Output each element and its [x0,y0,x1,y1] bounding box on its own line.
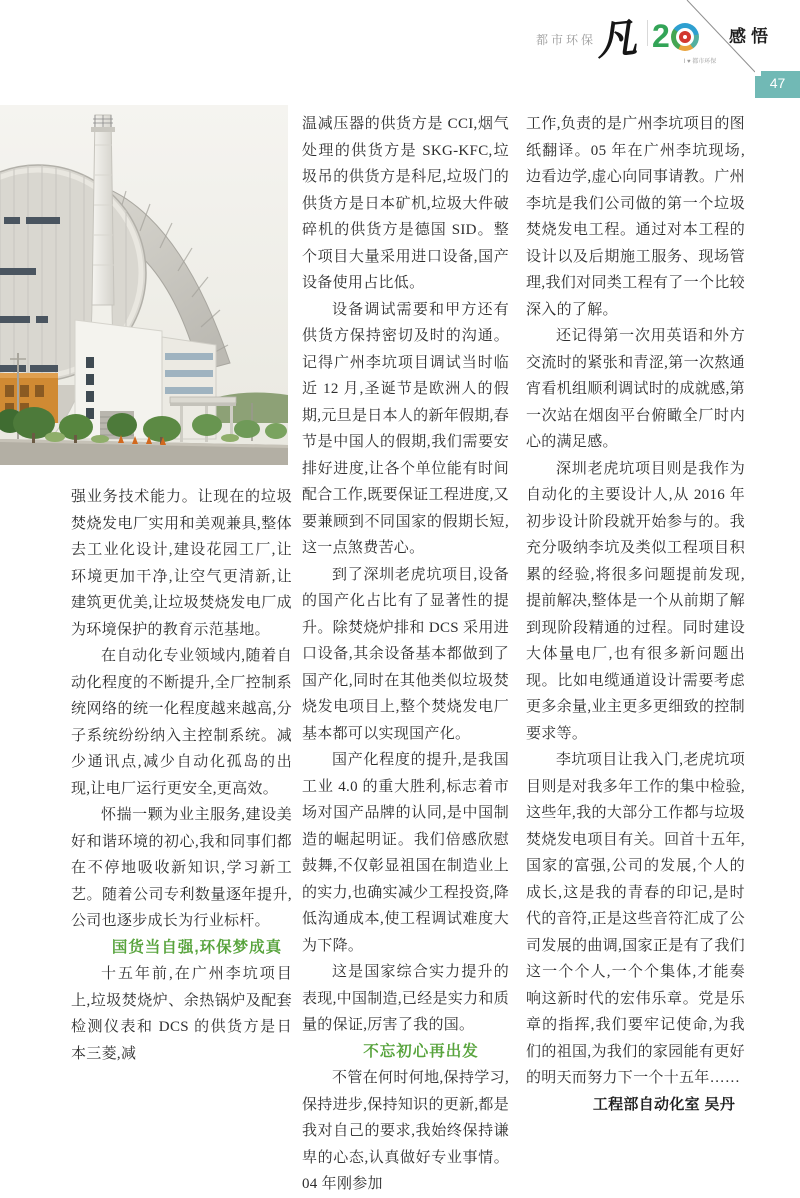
paragraph: 深圳老虎坑项目则是我作为自动化的主要设计人,从 2016 年初步设计阶段就开始参与的。我充分吸纳李坑及类似工程项目积累的经验,将很多问题提前发现,提前解决,整体是一个从前期了解到现阶段精通的过程。同时建设大体量电厂,也有很多新问题出现。比如电缆通道设计需要考虑更多余量,业主更多更细致的控制要求等。 [526,460,745,742]
paragraph: 工作,负责的是广州李坑项目的图纸翻译。05 年在广州李坑现场,边看边学,虚心向同事请教。广州李坑是我们公司做的第一个垃圾焚烧发电工程。通过对本工程的设计以及后期施工服务、现场管理,我们对同类工程有了一个比较深入的了解。 [526,116,745,318]
paragraph: 在自动化专业领域内,随着自动化程度的不断提升,全厂控制系统网络的统一化程度越来越高,分子系统纷纷纳入主控制系统。减少通讯点,减少自动化孤岛的出现,让电厂运行更安全,更高效。 [71,648,292,797]
article-column-2 [302,111,509,1198]
magazine-brand: 都市环保 [536,33,597,47]
paragraph: 国产化程度的提升,是我国工业 4.0 的重大胜利,标志着市场对国产品牌的认同,是中国制造的崛起明证。我们倍感欣慰鼓舞,不仅彰显祖国在制造业上的实力,也确实减少工程投资,降低沟通成本,使工程调试难度大为下降。 [302,752,510,954]
paragraph: 温减压器的供货方是 CCI,烟气处理的供货方是 SKG-KFC,垃圾吊的供货方是科尼,垃圾门的供货方是日本矿机,垃圾大件破碎机的供货方是德国 SID。整个项目大量采用进口设备,国产设备使用占比低。 [302,116,509,291]
paragraph: 到了深圳老虎坑项目,设备的国产化占比有了显著性的提升。除焚烧炉排和 DCS 采用进口设备,其余设备基本都做到了国产化,同时在其他类似垃圾焚烧发电项目上,整个焚烧发电厂基本都可以实现国产化。 [302,566,509,742]
paragraph: 强业务技术能力。让现在的垃圾焚烧发电厂实用和美观兼具,整体去工业化设计,建设花园工厂,让环境更加干净,让空气更清新,让建筑更优美,让垃圾焚烧发电厂成为环境保护的教育示范基地。 [71,489,292,638]
paragraph: 不管在何时何地,保持学习,保持进步,保持知识的更新,都是我对自己的要求,我始终保持谦卑的心态,认真做好专业事情。04 年刚参加 [302,1070,510,1192]
paragraph: 怀揣一颗为业主服务,建设美好和谐环境的初心,我和同事们都在不停地吸收新知识,学习新工艺。随着公司专利数量逐年提升,公司也逐步成长为行业标杆。 [71,807,292,929]
paragraph: 李坑项目让我入门,老虎坑项目则是对我多年工作的集中检验,这些年,我的大部分工作都与垃圾焚烧发电项目有关。回首十五年,国家的富强,公司的发展,个人的成长,这是我的青春的印记,是时代的音符,正是这些音符汇成了公司发展的曲调,国家正是有了我们这一个个人,一个个集体,才能奏响这新时代的宏伟乐章。党是乐章的指挥,我们要牢记使命,为我们的祖国,为我们的家园能有更好的明天而努力下一个十五年…… [526,752,745,1086]
anniversary-tagline: I ♥ 都市环保 [683,59,717,65]
waste-incineration-plant-photo [0,105,288,465]
header-diagonal-line [680,0,760,76]
page-number: 47 [769,75,786,91]
paragraph: 十五年前,在广州李坑项目上,垃圾焚烧炉、余热锅炉及配套检测仪表和 DCS 的供货方是日本三菱,减 [71,966,292,1062]
article-column-1 [71,484,292,1067]
page-number-tab [755,71,800,98]
anniversary-20-logo: 2 [652,18,670,54]
paragraph: 还记得第一次用英语和外方交流时的紧张和青涩,第一次熬通宵看机组顺利调试时的成就感,第一次站在烟囱平台俯瞰全厂时内心的满足感。 [526,328,745,450]
article-column-3 [526,111,745,1118]
author-signature: 工程部自动化室 吴丹 [592,1095,735,1113]
paragraph: 设备调试需要和甲方还有供货方保持密切及时的沟通。记得广州李坑项目调试当时临近 12 月,圣诞节是欧洲人的假期,元旦是日本人的新年假期,春节是中国人的假期,我们需要安排好进度,让各个单位能有时间配合工作,既要保证工程进度,又要兼顾到不同国家的假期长短,这一点煞费苦心。 [302,301,510,556]
subheading-domestic-goods: 国货当自强,环保梦成真 [111,938,283,956]
section-title: 感悟 [729,27,773,46]
header-divider [647,20,648,46]
calligraphy-logo: 凡 [594,15,639,64]
subheading-original-aspiration: 不忘初心再出发 [363,1042,479,1060]
paragraph: 这是国家综合实力提升的表现,中国制造,已经是实力和质量的保证,厉害了我的国。 [302,964,510,1033]
